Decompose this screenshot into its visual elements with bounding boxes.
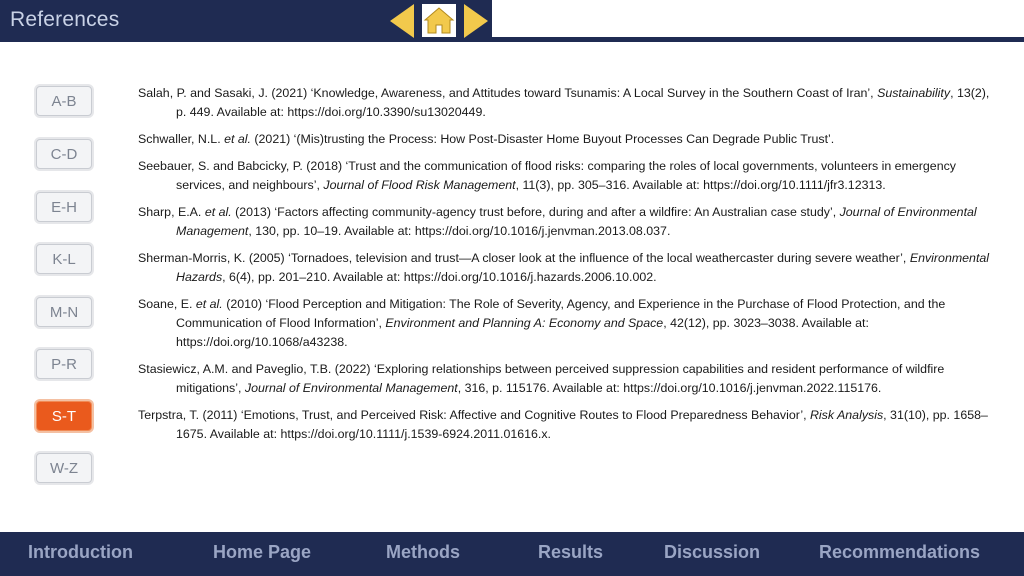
nav-home-page[interactable]: Home Page [213,542,312,562]
header-bar [0,0,492,42]
triangle-right-icon[interactable] [462,3,490,39]
header-rule [492,37,1024,42]
sidebar-item-p-r[interactable]: P-R [36,349,92,379]
reference-entry: Sherman-Morris, K. (2005) ‘Tornadoes, television and trust—A closer look at the influence of the local weathercaster during severe weather’, Environmental Hazards, 6(4), pp. 201–210. Available at: https://doi.org/10.1016/j.hazards.2006.10.002. [138,251,990,284]
reference-entry: Stasiewicz, A.M. and Paveglio, T.B. (2022) ‘Exploring relationships between perceived suppression capabilities and resident performance of wildfire mitigations’, Journal of Environmental Management, 316, p. 115176. Available at: https://doi.org/10.1016/j.jenvman.2022.115176. [138,362,945,395]
triangle-left-icon[interactable] [388,3,416,39]
home-icon[interactable] [422,3,456,37]
nav-introduction[interactable]: Introduction [28,542,133,562]
nav-discussion[interactable]: Discussion [664,542,761,562]
reference-entry: Salah, P. and Sasaki, J. (2021) ‘Knowledge, Awareness, and Attitudes toward Tsunamis: A Local Survey in the Southern Coast of Iran’, Sustainability, 13(2), p. 449. Available at: https://doi.org/10.3390/su13020449. [138,86,990,119]
sidebar-item-a-b[interactable]: A-B [36,86,92,116]
reference-entry: Soane, E. et al. (2010) ‘Flood Perception and Mitigation: The Role of Severity, Agency, and Experience in the Purchase of Flood Protection, and the Communication of Flood Information’, Environment and Planning A: Economy and Space, 42(12), pp. 3023–3038. Available at: https://doi.org/10.1068/a43238. [138,297,946,349]
nav-methods[interactable]: Methods [386,542,460,562]
nav-icons [388,3,490,39]
reference-entry: Terpstra, T. (2011) ‘Emotions, Trust, and Perceived Risk: Affective and Cognitive Routes to Flood Preparedness Behavior’, Risk Analysis, 31(10), pp. 1658–1675. Available at: https://doi.org/10.1111/j.1539-6924.2011.01616.x. [138,408,988,441]
nav-results[interactable]: Results [538,542,604,562]
bottom-nav-bar [0,532,1024,576]
reference-entry: Sharp, E.A. et al. (2013) ‘Factors affecting community-agency trust before, during and after a wildfire: An Australian case study’, Journal of Environmental Management, 130, pp. 10–19. Available at: https://doi.org/10.1016/j.jenvman.2013.08.037. [138,205,977,238]
sidebar-item-w-z[interactable]: W-Z [36,453,92,483]
reference-entry: Schwaller, N.L. et al. (2021) ‘(Mis)trusting the Process: How Post-Disaster Home Buyout Processes Can Degrade Public Trust’. [138,132,835,146]
reference-entry: Seebauer, S. and Babcicky, P. (2018) ‘Trust and the communication of flood risks: comparing the roles of local governments, volunteers in emergency services, and neighbours’, Journal of Flood Risk Management, 11(3), pp. 305–316. Available at: https://doi.org/10.1111/jfr3.12313. [138,159,956,192]
reference-list [138,84,993,452]
sidebar-item-k-l[interactable]: K-L [36,244,92,274]
page-title: References [10,8,120,31]
sidebar-item-e-h[interactable]: E-H [36,192,92,222]
sidebar-item-c-d[interactable]: C-D [36,139,92,169]
nav-recommendations[interactable]: Recommendations [819,542,981,562]
sidebar-item-s-t[interactable]: S-T [36,401,92,431]
sidebar-item-m-n[interactable]: M-N [36,297,92,327]
